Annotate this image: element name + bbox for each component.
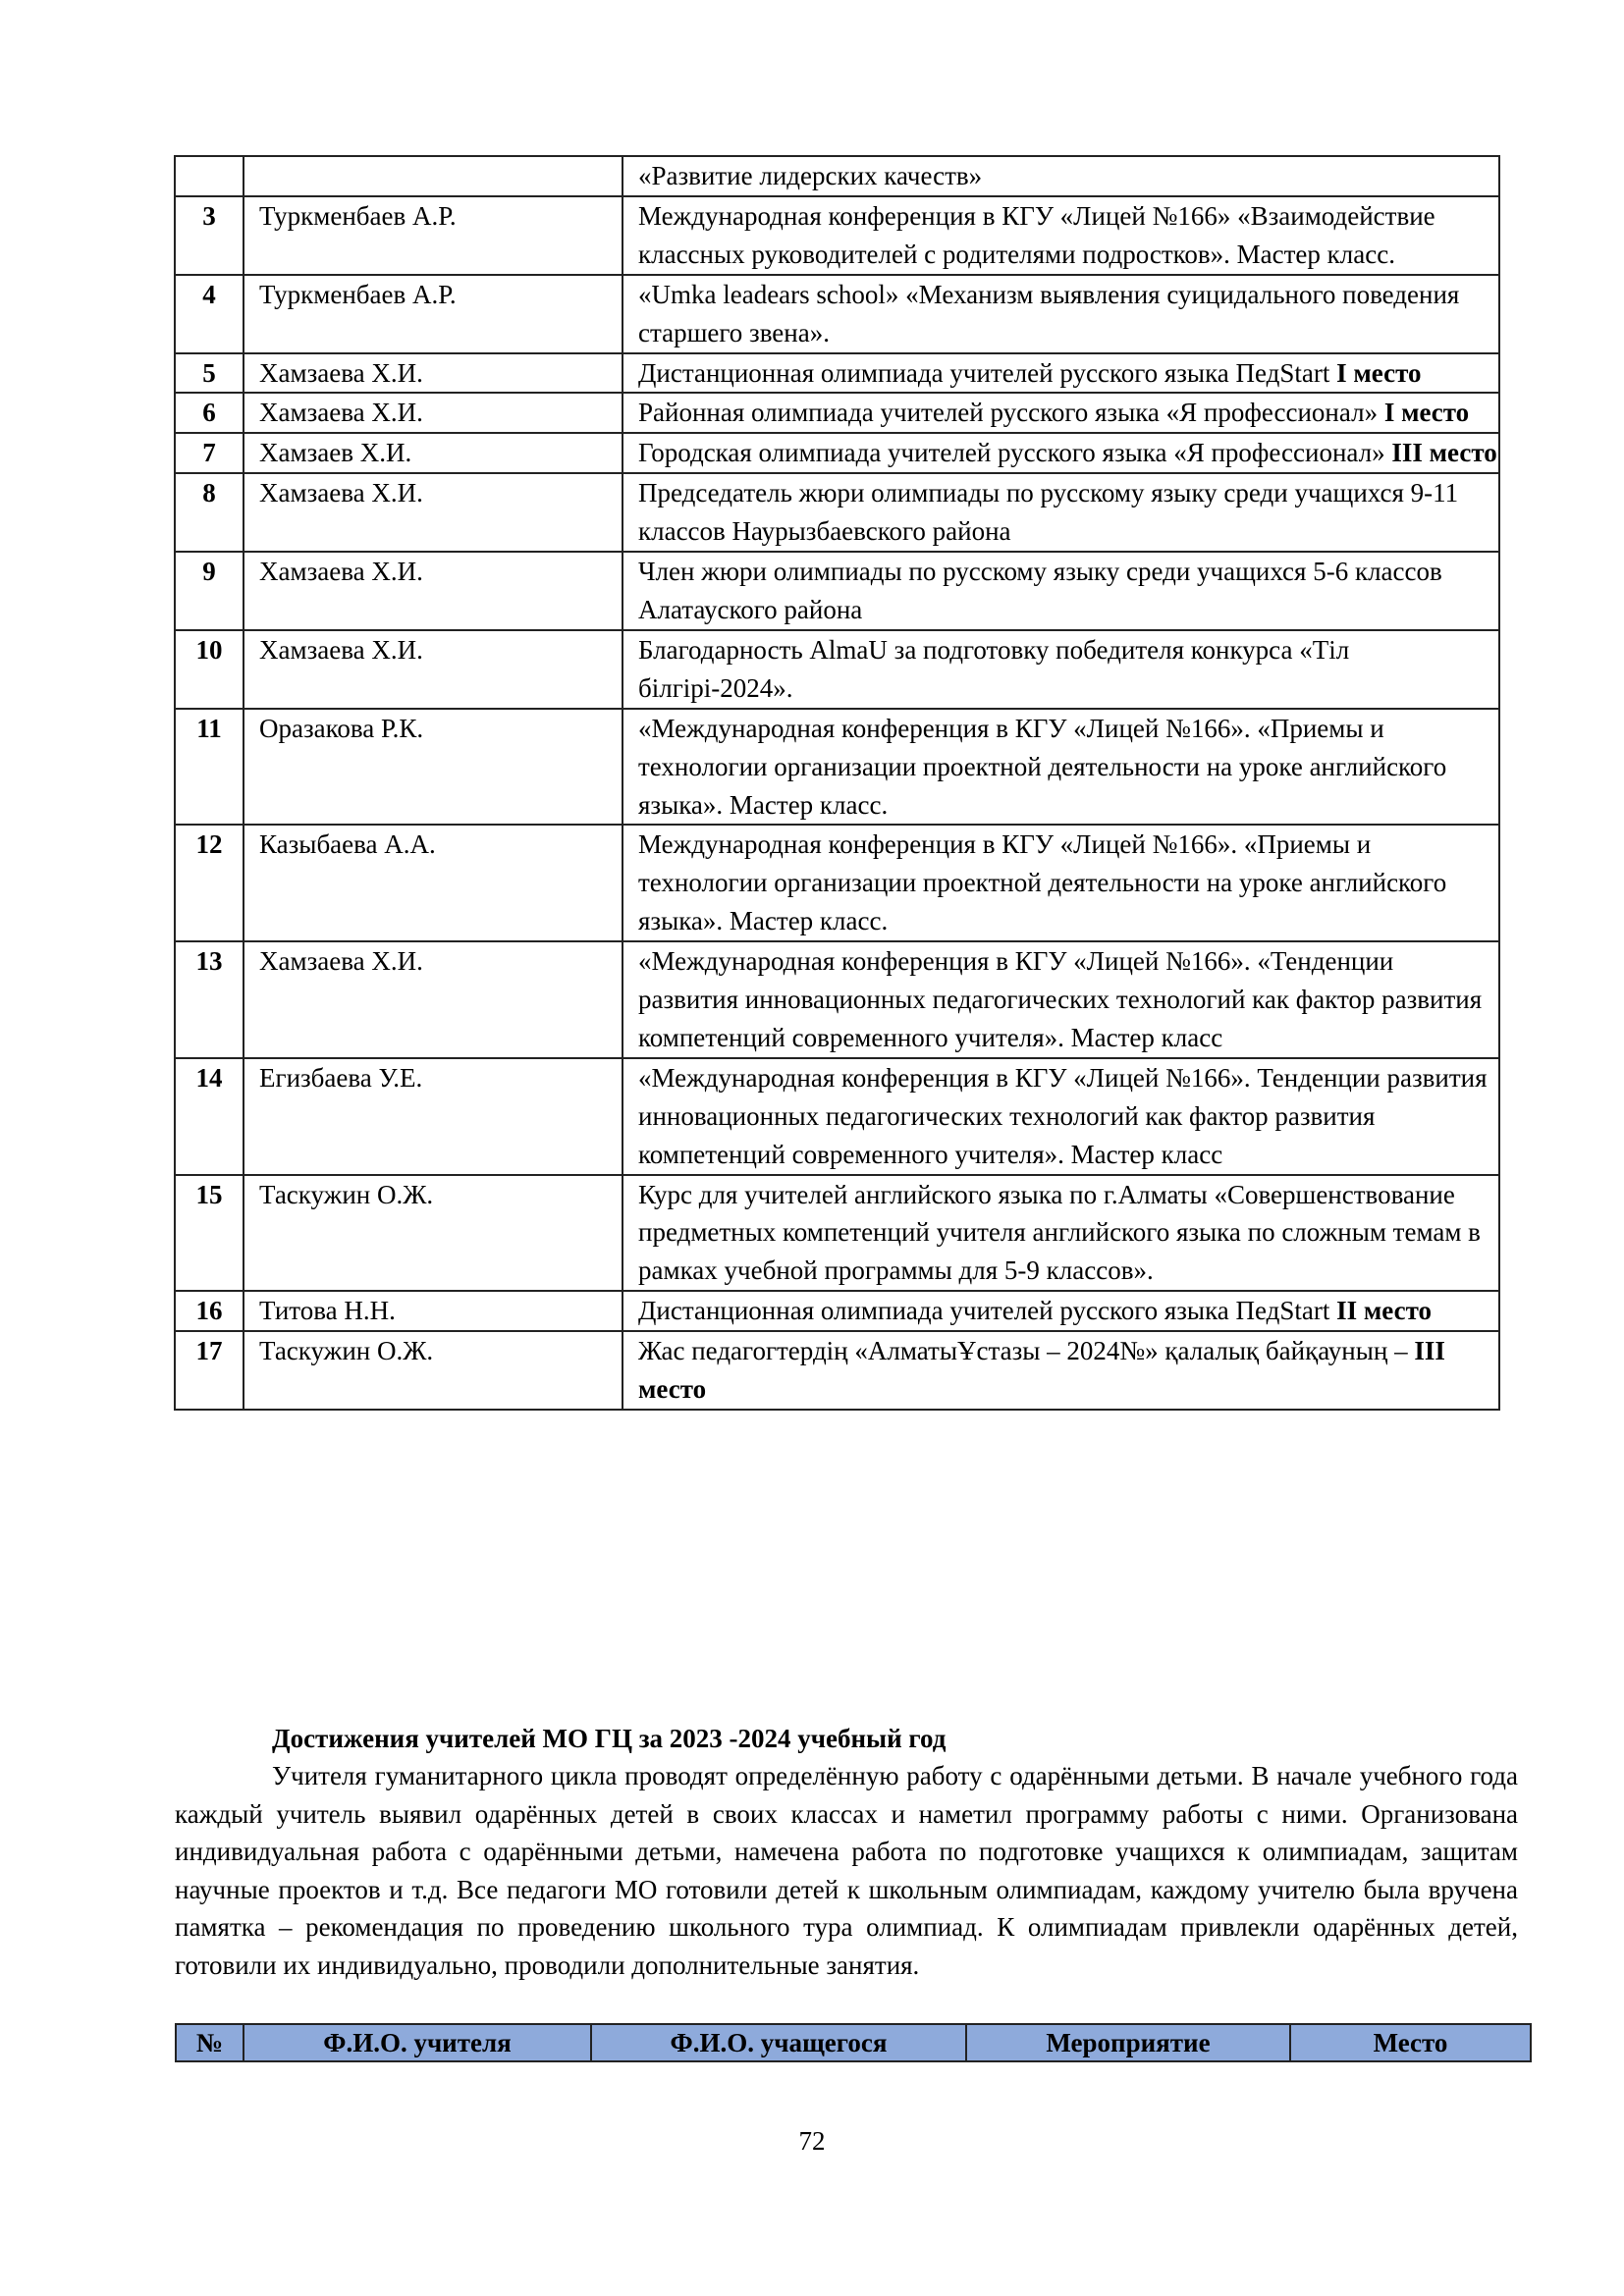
place-award: I место	[1336, 357, 1422, 388]
section-paragraph: Учителя гуманитарного цикла проводят определённую работу с одарёнными детьми. В начале учебного года каждый учитель выявил одарённых детей в своих классах и наметил программу работы с ними. Организована индивидуальная работа с одарёнными детьми, намечена работа по подготовке учащихся к олимпиадам, защитам научные проектов и т.д. Все педагоги МО готовили детей к школьным олимпиадам, каждому учителю была вручена памятка – рекомендация по проведению школьного тура олимпиад. К олимпиадам привлекли одарённых детей, готовили их индивидуально, проводили дополнительные занятия.	[175, 1761, 1518, 1980]
event-description: Дистанционная олимпиада учителей русского языка ПедStart II место	[623, 1291, 1499, 1331]
row-number: 7	[175, 433, 244, 473]
event-description: Член жюри олимпиады по русскому языку среди учащихся 5-6 классов Алатауского района	[623, 552, 1499, 630]
event-description: Международная конференция в КГУ «Лицей №166». «Приемы и технологии организации проектной деятельности на уроке английского языка». Мастер класс.	[623, 825, 1499, 941]
row-number: 9	[175, 552, 244, 630]
place-award: II место	[1336, 1296, 1432, 1326]
table-row	[175, 1058, 1499, 1175]
table-row	[175, 275, 1499, 353]
teacher-name: Титова Н.Н.	[244, 1291, 623, 1331]
header-student-name: Ф.И.О. учащегося	[591, 2024, 966, 2061]
row-number: 15	[175, 1175, 244, 1292]
header-number: №	[176, 2024, 244, 2061]
teacher-name: Хамзаева Х.И.	[244, 473, 623, 552]
event-description: «Развитие лидерских качеств»	[623, 156, 1499, 196]
teacher-name: Хамзаева Х.И.	[244, 353, 623, 394]
event-description: «Международная конференция в КГУ «Лицей №166». «Приемы и технологии организации проектной деятельности на уроке английского языка». Мастер класс.	[623, 709, 1499, 826]
place-award: I место	[1383, 398, 1470, 428]
header-place: Место	[1290, 2024, 1531, 2061]
section-heading: Достижения учителей МО ГЦ за 2023 -2024 учебный год	[272, 1724, 947, 1753]
event-description: Председатель жюри олимпиады по русскому языку среди учащихся 9-11 классов Наурызбаевского района	[623, 473, 1499, 552]
teacher-name	[244, 156, 623, 196]
header-teacher-name: Ф.И.О. учителя	[244, 2024, 591, 2061]
event-description: Благодарность AlmaU за подготовку победителя конкурса «Тіл білгірі-2024».	[623, 630, 1499, 709]
event-description: Районная олимпиада учителей русского языка «Я профессионал» I место	[623, 393, 1499, 433]
event-description: Городская олимпиада учителей русского языка «Я профессионал» III место	[623, 433, 1499, 473]
row-number: 8	[175, 473, 244, 552]
table-row	[175, 825, 1499, 941]
place-award: III место	[638, 1336, 1445, 1405]
teacher-name: Казыбаева А.А.	[244, 825, 623, 941]
event-description: «Международная конференция в КГУ «Лицей №166». Тенденции развития инновационных педагогических технологий как фактор развития компетенций современного учителя». Мастер класс	[623, 1058, 1499, 1175]
teacher-name: Таскужин О.Ж.	[244, 1331, 623, 1410]
row-number: 10	[175, 630, 244, 709]
row-number: 16	[175, 1291, 244, 1331]
table-row	[175, 1175, 1499, 1292]
row-number: 4	[175, 275, 244, 353]
teacher-name: Туркменбаев А.Р.	[244, 196, 623, 275]
place-award: III место	[1391, 438, 1497, 468]
row-number: 17	[175, 1331, 244, 1410]
row-number	[175, 156, 244, 196]
teacher-name: Оразакова Р.К.	[244, 709, 623, 826]
page-number: 72	[798, 2126, 826, 2156]
row-number: 14	[175, 1058, 244, 1175]
table-row	[175, 552, 1499, 630]
achievements-table	[174, 155, 1500, 1411]
row-number: 5	[175, 353, 244, 394]
teacher-name: Хамзаева Х.И.	[244, 941, 623, 1058]
students-achievements-table	[175, 2023, 1532, 2062]
event-description: Жас педагогтердің «АлматыҰстазы – 2024№» қалалық байқауның – III место	[623, 1331, 1499, 1410]
table-row	[175, 630, 1499, 709]
teacher-name: Туркменбаев А.Р.	[244, 275, 623, 353]
table-row	[175, 473, 1499, 552]
table-row	[175, 1331, 1499, 1410]
event-description: «Международная конференция в КГУ «Лицей №166». «Тенденции развития инновационных педагогических технологий как фактор развития компетенций современного учителя». Мастер класс	[623, 941, 1499, 1058]
teacher-name: Егизбаева У.Е.	[244, 1058, 623, 1175]
teacher-name: Хамзаев Х.И.	[244, 433, 623, 473]
event-description: Дистанционная олимпиада учителей русского языка ПедStart I место	[623, 353, 1499, 394]
table-row	[175, 353, 1499, 394]
row-number: 12	[175, 825, 244, 941]
table-row	[175, 196, 1499, 275]
table-row	[175, 156, 1499, 196]
table-row	[175, 433, 1499, 473]
table-row	[175, 941, 1499, 1058]
table-row	[175, 1291, 1499, 1331]
event-description: Курс для учителей английского языка по г.Алматы «Совершенствование предметных компетенций учителя английского языка по сложным темам в рамках учебной программы для 5-9 классов».	[623, 1175, 1499, 1292]
table-header-row	[176, 2024, 1531, 2061]
teacher-name: Таскужин О.Ж.	[244, 1175, 623, 1292]
row-number: 13	[175, 941, 244, 1058]
event-description: Международная конференция в КГУ «Лицей №166» «Взаимодействие классных руководителей с родителями подростков». Мастер класс.	[623, 196, 1499, 275]
teacher-name: Хамзаева Х.И.	[244, 552, 623, 630]
header-event: Мероприятие	[966, 2024, 1290, 2061]
teacher-name: Хамзаева Х.И.	[244, 630, 623, 709]
row-number: 6	[175, 393, 244, 433]
row-number: 11	[175, 709, 244, 826]
table-row	[175, 709, 1499, 826]
event-description: «Umka leadears school» «Механизм выявления суицидального поведения старшего звена».	[623, 275, 1499, 353]
row-number: 3	[175, 196, 244, 275]
table-row	[175, 393, 1499, 433]
teacher-name: Хамзаева Х.И.	[244, 393, 623, 433]
